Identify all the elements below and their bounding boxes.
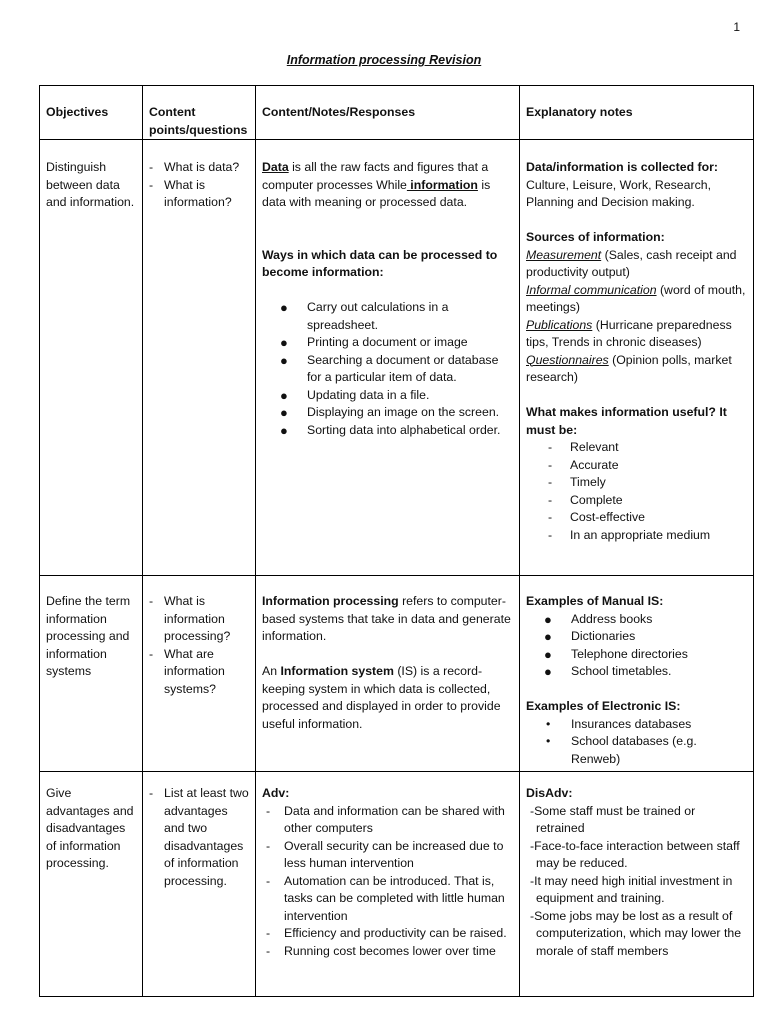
objective-cell [40,140,143,576]
source-item [526,352,747,387]
source-term: Questionnaires [526,352,609,367]
explanatory-cell [520,772,754,997]
notes-cell [256,576,520,772]
term-information-processing: Information processing [262,594,399,608]
list-item: ● Printing a document or image [280,334,513,352]
header-content-notes: Content/Notes/Responses [256,86,520,140]
source-item [526,247,747,282]
explanatory-cell [520,576,754,772]
list-item: - Complete [548,492,747,510]
source-desc: (Sales, cash receipt and productivity output) [526,247,737,279]
list-item: ● Telephone directories [544,646,747,664]
source-term: Publications [526,317,593,332]
disadv-item: -It may need high initial investment in equipment and training. [530,873,733,905]
electronic-heading: Examples of Electronic IS: [526,699,681,713]
disadv-item: -Face-to-face interaction between staff may be reduced. [530,838,740,870]
list-item: • School databases (e.g. Renweb) [546,733,747,768]
term-information: information [406,177,478,192]
questions-list [149,159,249,212]
list-item: - Efficiency and productivity can be raised. [262,925,513,943]
useful-list [526,439,747,544]
list-item: - Running cost becomes lower over time [262,943,513,961]
is-definition [262,663,513,733]
list-item: - List at least two advantages and two disadvantages of information processing. [149,785,249,890]
objective-cell [40,772,143,997]
useful-heading: What makes information useful? It must be: [526,405,727,437]
ways-heading: Ways in which data can be processed to become information: [262,247,498,279]
list-item: - Relevant [548,439,747,457]
header-explanatory-notes: Explanatory notes [520,86,754,140]
ip-definition [262,593,513,646]
revision-table [39,85,754,997]
disadv-item: -Some jobs may be lost as a result of computerization, which may lower the morale of staff members [530,908,742,958]
collected-heading: Data/information is collected for: [526,160,718,174]
list-item: - Overall security can be increased due to less human intervention [262,838,513,873]
list-item: ● Dictionaries [544,628,747,646]
list-item: - What are information systems? [149,646,249,699]
data-definition [262,159,513,212]
source-term: Informal communication [526,282,657,297]
objective-text: Define the term information processing and information systems [46,594,131,678]
table-row [40,772,754,997]
list-item: - In an appropriate medium [548,527,747,545]
electronic-list [526,716,747,769]
objective-text: Distinguish between data and information. [46,160,135,209]
source-term: Measurement [526,247,602,262]
definition-text: is data with meaning or processed data. [262,177,491,209]
disadv-heading: DisAdv: [526,786,573,800]
notes-cell [256,140,520,576]
term-data: Data [262,160,289,174]
table-row [40,140,754,576]
explanatory-cell [520,140,754,576]
table-row [40,576,754,772]
definition-prefix: An [262,664,281,678]
questions-cell [143,772,256,997]
list-item: - Accurate [548,457,747,475]
list-item: ● Carry out calculations in a spreadsheet. [280,299,513,334]
header-objectives: Objectives [40,86,143,140]
table-header-row [40,86,754,140]
source-desc: (word of mouth, meetings) [526,282,746,314]
list-item: • Insurances databases [546,716,747,734]
list-item: ● Displaying an image on the screen. [280,404,513,422]
questions-list [149,785,249,890]
term-information-system: Information system [280,664,394,678]
source-desc: (Opinion polls, market research) [526,352,732,384]
manual-list [526,611,747,681]
document-title: Information processing Revision [286,53,482,67]
definition-text: is all the raw facts and figures that a computer processes While [262,160,489,192]
objective-cell [40,576,143,772]
list-item: - Timely [548,474,747,492]
collected-text: Culture, Leisure, Work, Research, Planning and Decision making. [526,177,711,209]
list-item: - Cost-effective [548,509,747,527]
adv-list [262,803,513,961]
definition-text: (IS) is a record-keeping system in which data is collected, processed and displayed in order to provide useful information. [262,664,501,731]
source-item [526,317,747,352]
list-item: ● School timetables. [544,663,747,681]
adv-heading: Adv: [262,786,290,800]
questions-cell [143,140,256,576]
list-item: - What is information processing? [149,593,249,646]
list-item: ● Updating data in a file. [280,387,513,405]
header-content-points: Content points/questions [143,86,256,140]
notes-cell [256,772,520,997]
list-item: - What is data? [149,159,249,177]
list-item: - Automation can be introduced. That is, tasks can be completed with little human intervention [262,873,513,926]
questions-cell [143,576,256,772]
objective-text: Give advantages and disadvantages of information processing. [46,786,134,870]
ways-list [262,299,513,439]
sources-heading: Sources of information: [526,230,665,244]
source-desc: (Hurricane preparedness tips, Trends in chronic diseases) [526,317,732,349]
source-item [526,282,747,317]
list-item: ● Searching a document or database for a particular item of data. [280,352,513,387]
list-item: ● Sorting data into alphabetical order. [280,422,513,440]
disadv-item: -Some staff must be trained or retrained [530,803,696,835]
list-item: - What is information? [149,177,249,212]
manual-heading: Examples of Manual IS: [526,594,664,608]
list-item: - Data and information can be shared with other computers [262,803,513,838]
page-number: 1 [733,20,740,34]
definition-text: refers to computer-based systems that take in data and generate information. [262,594,511,643]
questions-list [149,593,249,698]
list-item: ● Address books [544,611,747,629]
